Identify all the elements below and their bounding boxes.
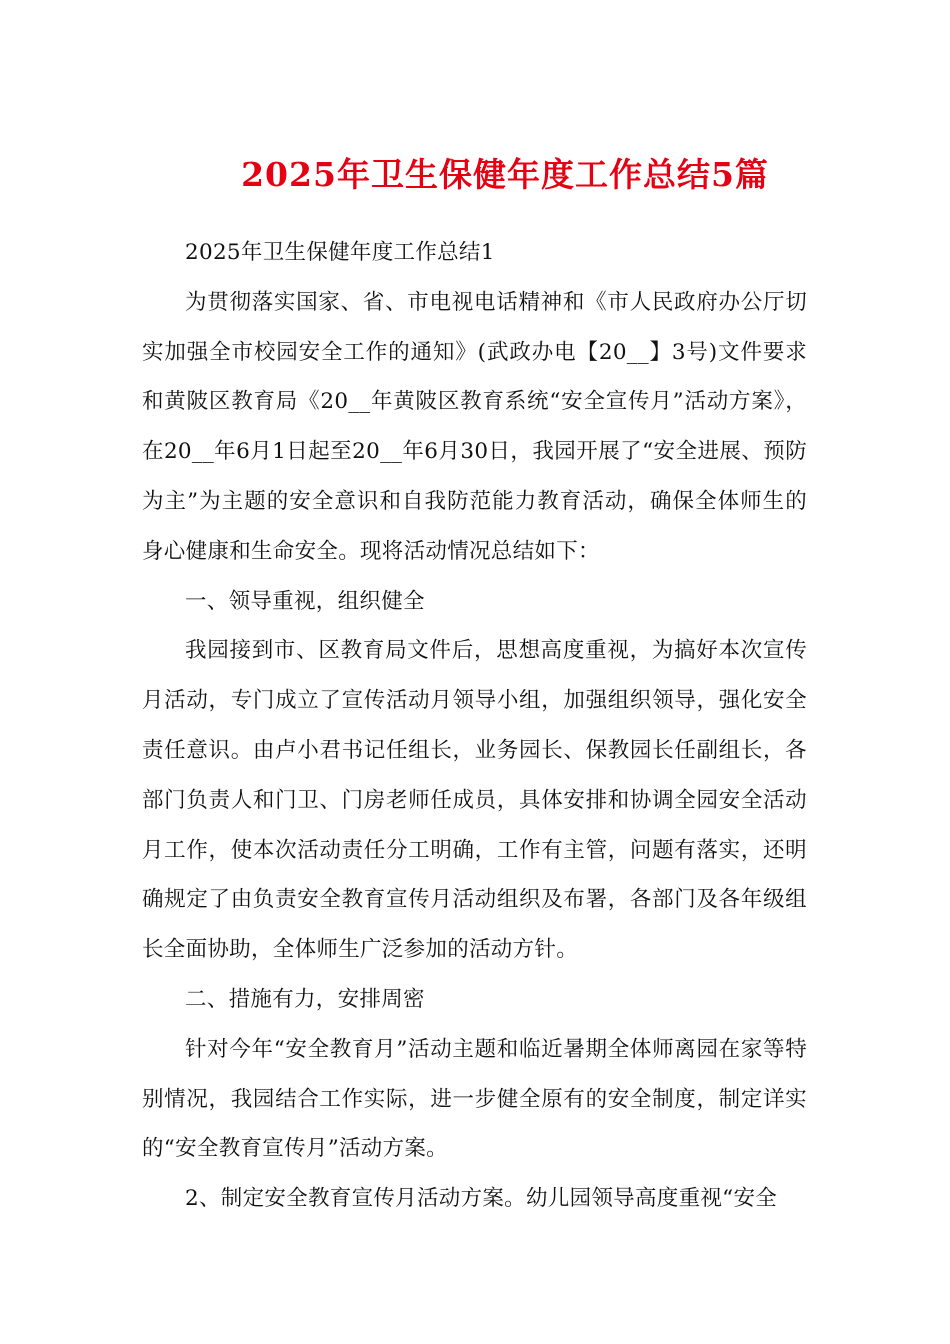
paragraph: 为贯彻落实国家、省、市电视电话精神和《市人民政府办公厅切实加强全市校园安全工作的通知》(武政办电【20__】3号)文件要求和黄陂区教育局《20__年黄陂区教育系统“安全宣传月”活动方案》，在20__年6月1日起至20__年6月30日，我园开展了“安全进展、预防为主”为主题的安全意识和自我防范能力教育活动，确保全体师生的身心健康和生命安全。现将活动情况总结如下：	[142, 289, 807, 564]
paragraph: 我园接到市、区教育局文件后，思想高度重视，为搞好本次宣传月活动，专门成立了宣传活动月领导小组，加强组织领导，强化安全责任意识。由卢小君书记任组长，业务园长、保教园长任副组长，各部门负责人和门卫、门房老师任成员，具体安排和协调全园安全活动月工作，使本次活动责任分工明确，工作有主管，问题有落实，还明确规定了由负责安全教育宣传月活动组织及布署，各部门及各年级组长全面协助，全体师生广泛参加的活动方针。	[142, 638, 807, 963]
section-heading: 一、领导重视，组织健全	[185, 588, 425, 614]
paragraph: 2、制定安全教育宣传月活动方案。幼儿园领导高度重视“安全	[185, 1186, 778, 1212]
document-body	[142, 228, 807, 1224]
paragraph: 针对今年“安全教育月”活动主题和临近暑期全体师离园在家等特别情况，我园结合工作实际，进一步健全原有的安全制度，制定详实的“安全教育宣传月”活动方案。	[142, 1036, 807, 1162]
section-heading: 二、措施有力，安排周密	[185, 986, 425, 1012]
section-heading: 2025年卫生保健年度工作总结1	[185, 240, 495, 265]
document-title: 2025年卫生保健年度工作总结5篇	[241, 155, 769, 195]
